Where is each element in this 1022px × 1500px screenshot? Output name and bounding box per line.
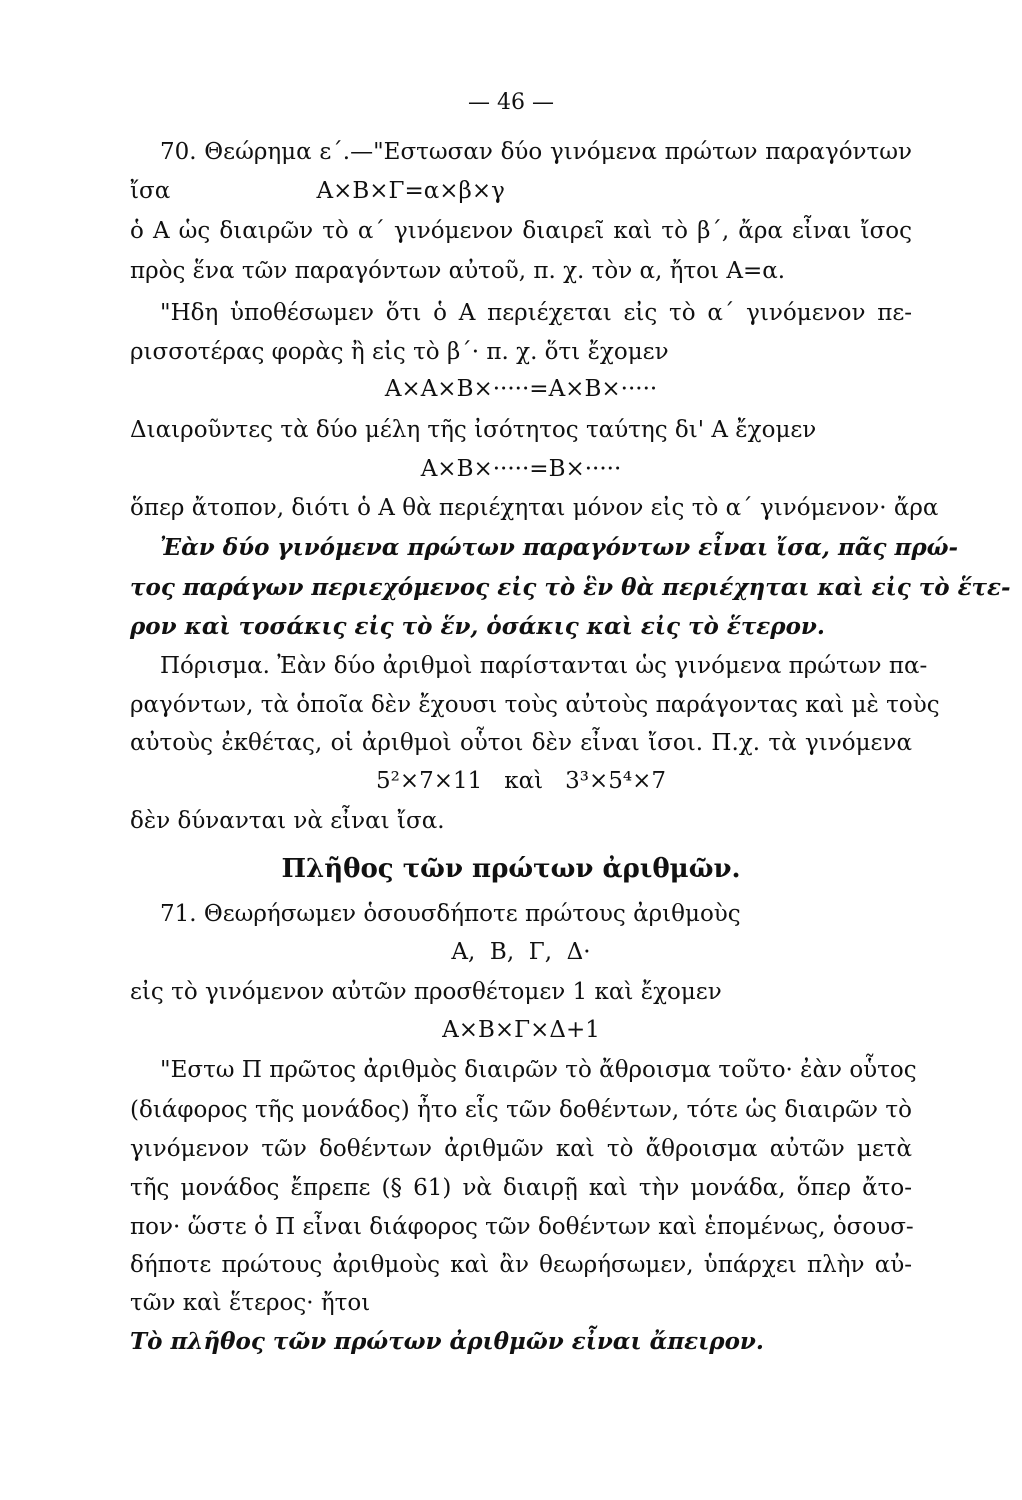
text-line: πρὸς ἕνα τῶν παραγόντων αὐτοῦ, π. χ. τὸν α, ἤτοι Α=α.: [130, 258, 786, 284]
theorem-line-1: 70. Θεώρημα ε΄.—"Εστωσαν δύο γινόμενα πρώτων παραγόντων: [160, 139, 912, 165]
text-line: δήποτε πρώτους ἀριθμοὺς καὶ ἂν θεωρήσωμεν, ὑπάρχει πλὴν αὐ-: [130, 1252, 912, 1278]
formula-line: Α×Α×Β×·····=Α×Β×·····: [384, 376, 658, 402]
text-line: "Ηδη ὑποθέσωμεν ὅτι ὁ Α περιέχεται εἰς τὸ α΄ γινόμενον πε-: [160, 300, 912, 326]
formula-line: 5²×7×11 καὶ 3³×5⁴×7: [376, 768, 666, 794]
text-line: αὐτοὺς ἐκθέτας, οἱ ἀριθμοὶ οὗτοι δὲν εἶναι ἴσοι. Π.χ. τὰ γινόμενα: [130, 730, 912, 756]
text-line: ρισσοτέρας φορὰς ἢ εἰς τὸ β΄· π. χ. ὅτι ἔχομεν: [130, 339, 669, 365]
page-number: — 46 —: [468, 90, 554, 115]
theorem-formula-line: ἴσα Α×Β×Γ=α×β×γ: [130, 178, 505, 204]
formula-line: Α×Β×·····=Β×·····: [420, 456, 622, 482]
text-line: ὁ Α ὡς διαιρῶν τὸ α΄ γινόμενον διαιρεῖ καὶ τὸ β΄, ἄρα εἶναι ἴσος: [130, 218, 912, 244]
section-heading: Πλῆθος τῶν πρώτων ἀριθμῶν.: [281, 854, 741, 884]
formula-line: Α×Β×Γ×Δ+1: [442, 1017, 600, 1043]
text-line: "Εστω Π πρῶτος ἀριθμὸς διαιρῶν τὸ ἄθροισμα τοῦτο· ἐὰν οὗτος: [160, 1057, 917, 1083]
text-line: τῶν καὶ ἕτερος· ἤτοι: [130, 1290, 371, 1316]
text-line: εἰς τὸ γινόμενον αὐτῶν προσθέτομεν 1 καὶ ἔχομεν: [130, 979, 722, 1005]
text-line: (διάφορος τῆς μονάδος) ἦτο εἷς τῶν δοθέντων, τότε ὡς διαιρῶν τὸ: [130, 1097, 912, 1123]
conclusion-line: Τὸ πλῆθος τῶν πρώτων ἀριθμῶν εἶναι ἄπειρον.: [130, 1328, 764, 1355]
text-line: Διαιροῦντες τὰ δύο μέλη τῆς ἰσότητος ταύτης δι' Α ἔχομεν: [130, 417, 817, 443]
text-line: ὅπερ ἄτοπον, διότι ὁ Α θὰ περιέχηται μόνον εἰς τὸ α΄ γινόμενον· ἄρα: [130, 495, 939, 521]
text-line: 71. Θεωρήσωμεν ὁσουσδήποτε πρώτους ἀριθμοὺς: [160, 901, 741, 927]
theorem-statement-line: Ἐὰν δύο γινόμενα πρώτων παραγόντων εἶναι ἴσα, πᾶς πρώ-: [160, 534, 959, 561]
text-line: τῆς μονάδος ἔπρεπε (§ 61) νὰ διαιρῇ καὶ τὴν μονάδα, ὅπερ ἄτο-: [130, 1175, 912, 1201]
text-line: ραγόντων, τὰ ὁποῖα δὲν ἔχουσι τοὺς αὐτοὺς παράγοντας καὶ μὲ τοὺς: [130, 692, 940, 718]
theorem-statement-line: τος παράγων περιεχόμενος εἰς τὸ ἓν θὰ περιέχηται καὶ εἰς τὸ ἕτε-: [130, 574, 1011, 601]
formula-line: Α, Β, Γ, Δ·: [451, 939, 591, 965]
text-line: πον· ὥστε ὁ Π εἶναι διάφορος τῶν δοθέντων καὶ ἑπομένως, ὁσουσ-: [130, 1214, 914, 1240]
text-line: δὲν δύνανται νὰ εἶναι ἴσα.: [130, 808, 445, 834]
corollary-line: Πόρισμα. Ἐὰν δύο ἀριθμοὶ παρίστανται ὡς γινόμενα πρώτων πα-: [160, 653, 928, 679]
text-line: γινόμενον τῶν δοθέντων ἀριθμῶν καὶ τὸ ἄθροισμα αὐτῶν μετὰ: [130, 1136, 912, 1162]
theorem-statement-line: ρον καὶ τοσάκις εἰς τὸ ἕν, ὁσάκις καὶ εἰς τὸ ἕτερον.: [130, 613, 825, 640]
